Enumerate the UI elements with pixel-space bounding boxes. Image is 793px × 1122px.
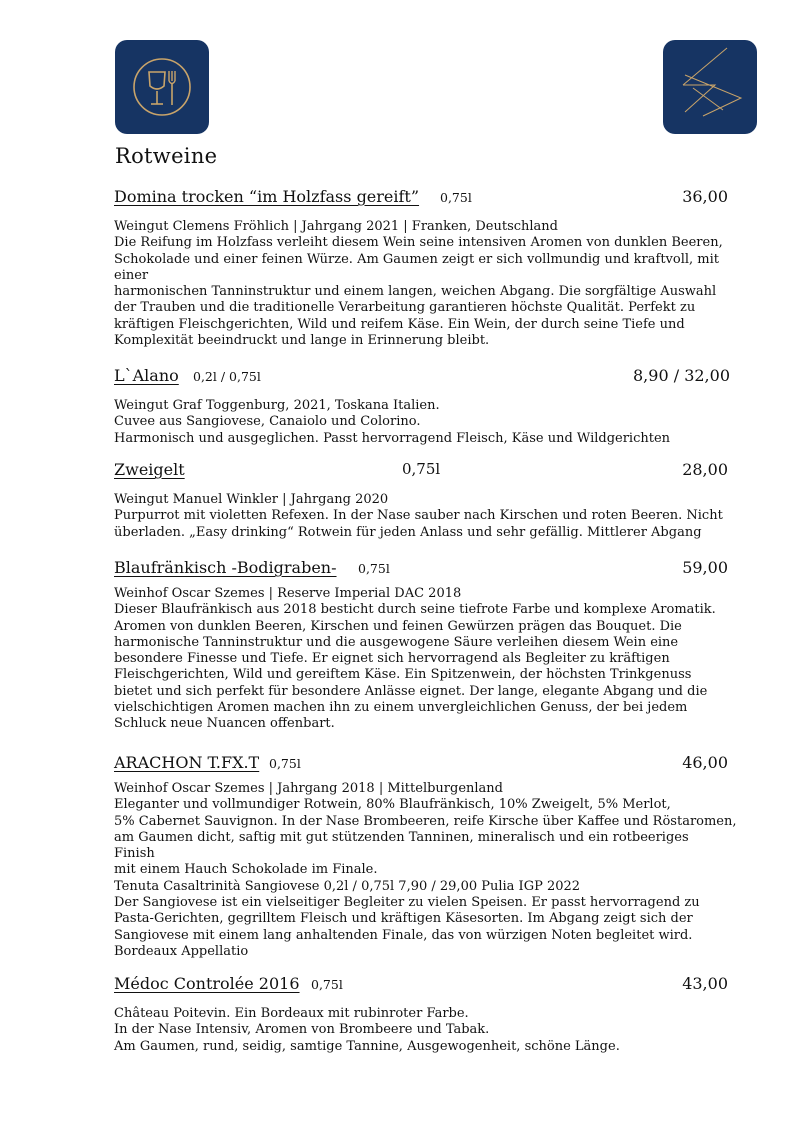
wine-entry [114,558,764,733]
description-line: vielschichtigen Aromen machen ihn zu einem unvergleichlichen Genuss, der bei jedem [114,700,688,716]
wine-glass-fork-icon [115,40,209,134]
description-line: mit einem Hauch Schokolade im Finale. [114,862,378,878]
description-line: der Trauben und die traditionelle Verarbeitung garantieren höchste Qualität. Perfekt zu [114,300,696,316]
description-line: Weinhof Oscar Szemes | Reserve Imperial DAC 2018 [114,586,462,601]
wine-name: Médoc Controlée 2016 [114,974,300,993]
description-line: Dieser Blaufränkisch aus 2018 besticht durch seine tiefrote Farbe und komplexe Aromatik. [114,602,716,618]
description-line: Finish [114,846,155,862]
description-line: Der Sangiovese ist ein vielseitiger Begleiter zu vielen Speisen. Er passt hervorragend zu [114,895,700,911]
description-line: Purpurrot mit violetten Refexen. In der Nase sauber nach Kirschen und roten Beeren. Nicht [114,508,723,524]
wine-price: 59,00 [682,558,728,577]
description-line: Weingut Manuel Winkler | Jahrgang 2020 [114,492,389,507]
wine-name: Blaufränkisch -Bodigraben- [114,558,337,577]
wine-description [114,781,764,960]
description-line: Am Gaumen, rund, seidig, samtige Tannine, Ausgewogenheit, schöne Länge. [114,1038,620,1054]
description-line: Sangiovese mit einem lang anhaltenden Finale, das von würzigen Noten begleitet wird. [114,927,693,943]
description-line: Schokolade und einer feinen Würze. Am Gaumen zeigt er sich vollmundig und kraftvoll, mit [114,251,720,267]
description-line: Eleganter und vollmundiger Rotwein, 80% Blaufränkisch, 10% Zweigelt, 5% Merlot, [114,797,671,813]
wine-price: 46,00 [682,753,728,772]
description-line: Bordeaux Appellatio [114,943,249,959]
wine-name: L`Alano [114,366,179,385]
wine-entry [114,974,764,1055]
description-line: kräftigen Fleischgerichten, Wild und reifem Käse. Ein Wein, der durch seine Tiefe und [114,316,685,332]
description-line: In der Nase Intensiv, Aromen von Brombeere und Tabak. [114,1022,490,1038]
abstract-lines-icon [663,40,757,134]
description-line: Weinhof Oscar Szemes | Jahrgang 2018 | Mittelburgenland [114,781,504,796]
wine-price: 36,00 [682,187,728,206]
description-line: bietet und sich perfekt für besondere Anlässe eignet. Der lange, elegante Abgang und die [114,683,708,699]
page-title: Rotweine [115,144,218,168]
description-line: Tenuta Casaltrinità Sangiovese 0,2l / 0,75l 7,90 / 29,00 Pulia IGP 2022 [114,878,581,894]
wine-description [114,219,764,349]
wine-name: Domina trocken “im Holzfass gereift” [114,187,420,206]
description-line: Pasta-Gerichten, gegrilltem Fleisch und kräftigen Käsesorten. Im Abgang zeigt sich der [114,911,693,927]
wine-entry [114,366,764,447]
wine-description [114,1006,764,1055]
wine-entry [114,460,764,541]
description-line: Schluck neue Nuancen offenbart. [114,716,335,732]
description-line: Fleischgerichten, Wild und gereiftem Käse. Ein Spitzenwein, der höchsten Trinkgenuss [114,667,692,683]
brand-mark-logo [663,40,757,134]
description-line: überladen. „Easy drinking“ Rotwein für jeden Anlass und sehr gefällig. Mittlerer Abgang [114,524,702,540]
wine-volume: 0,75l [440,190,472,205]
wine-volume: 0,2l / 0,75l [193,369,261,384]
wine-volume: 0,75l [269,756,301,771]
wine-name: ARACHON T.FX.T [114,753,260,772]
description-line: am Gaumen dicht, saftig mit gut stützenden Tanninen, mineralisch und ein rotbeeriges [114,829,689,845]
description-line: Cuvee aus Sangiovese, Canaiolo und Colorino. [114,414,421,430]
description-line: Weingut Graf Toggenburg, 2021, Toskana Italien. [114,398,440,413]
description-line: Château Poitevin. Ein Bordeaux mit rubinroter Farbe. [114,1006,469,1021]
wine-price: 43,00 [682,974,728,993]
wine-volume: 0,75l [311,977,343,992]
wine-entry [114,753,764,960]
description-line: Weingut Clemens Fröhlich | Jahrgang 2021 | Franken, Deutschland [114,219,558,234]
wine-description [114,398,764,447]
restaurant-logo [115,40,209,134]
wine-volume: 0,75l [402,460,441,478]
wine-price: 8,90 / 32,00 [633,366,730,385]
wine-description [114,492,764,541]
wine-name: Zweigelt [114,460,185,479]
description-line: Aromen von dunklen Beeren, Kirschen und feinen Gewürzen prägen das Bouquet. Die [114,618,682,634]
wine-entry [114,187,764,349]
description-line: einer [114,267,149,283]
description-line: besondere Finesse und Tiefe. Er eignet sich hervorragend als Begleiter zu kräftigen [114,651,670,667]
wine-volume: 0,75l [358,561,390,576]
description-line: Die Reifung im Holzfass verleiht diesem Wein seine intensiven Aromen von dunklen Beeren, [114,235,723,251]
description-line: Komplexität beeindruckt und lange in Erinnerung bleibt. [114,333,490,349]
description-line: Harmonisch und ausgeglichen. Passt hervorragend Fleisch, Käse und Wildgerichten [114,430,671,446]
wine-description [114,586,764,733]
description-line: harmonische Tanninstruktur und die ausgewogene Säure verleihen diesem Wein eine [114,634,679,650]
description-line: 5% Cabernet Sauvignon. In der Nase Brombeeren, reife Kirsche über Kaffee und Röstaromen, [114,813,737,829]
wine-price: 28,00 [682,460,728,479]
description-line: harmonischen Tanninstruktur und einem langen, weichen Abgang. Die sorgfältige Auswahl [114,284,717,300]
